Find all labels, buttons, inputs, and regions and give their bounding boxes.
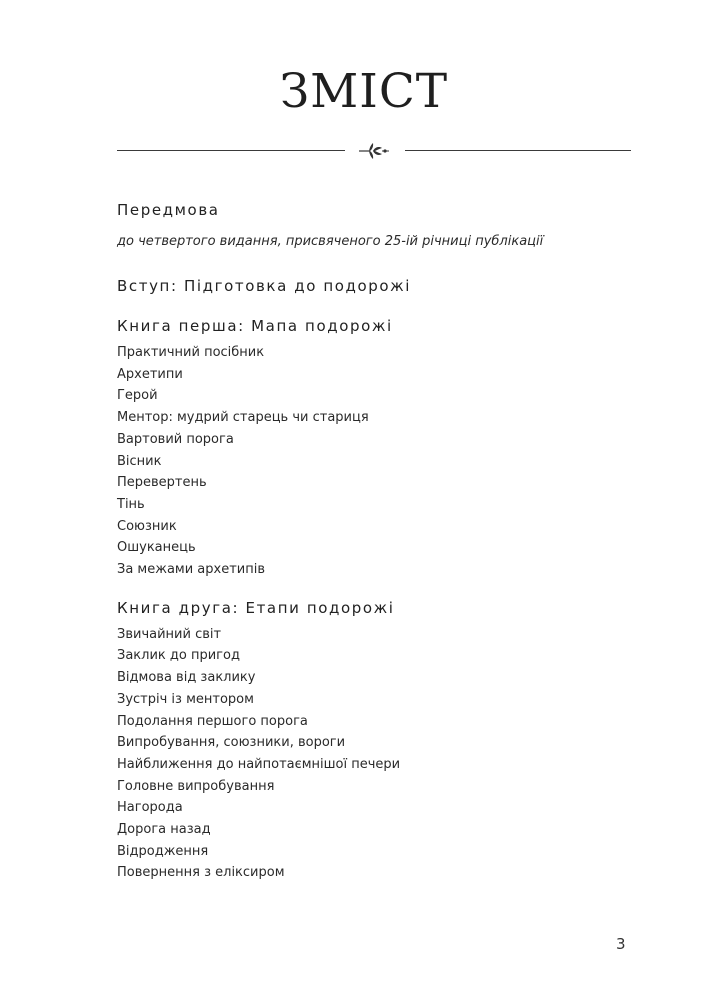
toc-section-book-one: [117, 316, 637, 581]
toc-item[interactable]: Перевертень: [117, 475, 207, 491]
toc-section-intro: [117, 276, 637, 296]
toc-item[interactable]: Подолання першого порога: [117, 713, 308, 729]
toc-item[interactable]: Герой: [117, 388, 158, 404]
page-number: 3: [616, 935, 626, 953]
title-divider: [117, 140, 631, 162]
toc-heading-book-two[interactable]: Книга друга: Етапи подорожі: [117, 598, 395, 617]
toc-item[interactable]: Зустріч із ментором: [117, 691, 254, 707]
page-title: ЗМІСТ: [279, 64, 449, 119]
toc-item[interactable]: Союзник: [117, 518, 177, 534]
toc-item[interactable]: Звичайний світ: [117, 626, 222, 642]
toc-item[interactable]: За межами архетипів: [117, 562, 266, 578]
toc-item[interactable]: Архетипи: [117, 366, 183, 382]
toc-item[interactable]: Ошуканець: [117, 540, 196, 556]
toc-item[interactable]: Головне випробування: [117, 778, 275, 794]
toc-item[interactable]: Відмова від заклику: [117, 670, 256, 686]
fleuron-icon: [357, 140, 391, 162]
toc-subtitle-preface: до четвертого видання, присвяченого 25-ій річниці публікації: [117, 234, 544, 249]
toc-item[interactable]: Відродження: [117, 843, 209, 859]
toc-list-book-two: [117, 624, 637, 884]
toc-item[interactable]: Вісник: [117, 453, 162, 469]
toc-section-book-two: [117, 598, 637, 884]
divider-rule-left: [117, 150, 345, 151]
toc-heading-preface[interactable]: Передмова: [117, 201, 220, 219]
toc-item[interactable]: Заклик до пригод: [117, 648, 240, 664]
toc-heading-book-one[interactable]: Книга перша: Мапа подорожі: [117, 317, 393, 335]
toc-item[interactable]: Вартовий порога: [117, 431, 234, 447]
toc-item[interactable]: Нагорода: [117, 800, 183, 816]
toc-section-preface: [117, 200, 637, 251]
toc-item[interactable]: Ментор: мудрий старець чи стариця: [117, 410, 369, 426]
toc-heading-intro[interactable]: Вступ: Підготовка до подорожі: [117, 277, 412, 295]
divider-rule-right: [405, 150, 631, 151]
toc-item[interactable]: Повернення з еліксиром: [117, 865, 285, 881]
toc-item[interactable]: Дорога назад: [117, 822, 211, 838]
toc-item[interactable]: Практичний посібник: [117, 345, 265, 360]
toc-list-book-one: [117, 342, 637, 581]
toc-item[interactable]: Випробування, союзники, вороги: [117, 735, 346, 751]
table-of-contents: [117, 200, 637, 884]
toc-item[interactable]: Тінь: [117, 496, 145, 512]
toc-item[interactable]: Найближення до найпотаємнішої печери: [117, 756, 401, 772]
